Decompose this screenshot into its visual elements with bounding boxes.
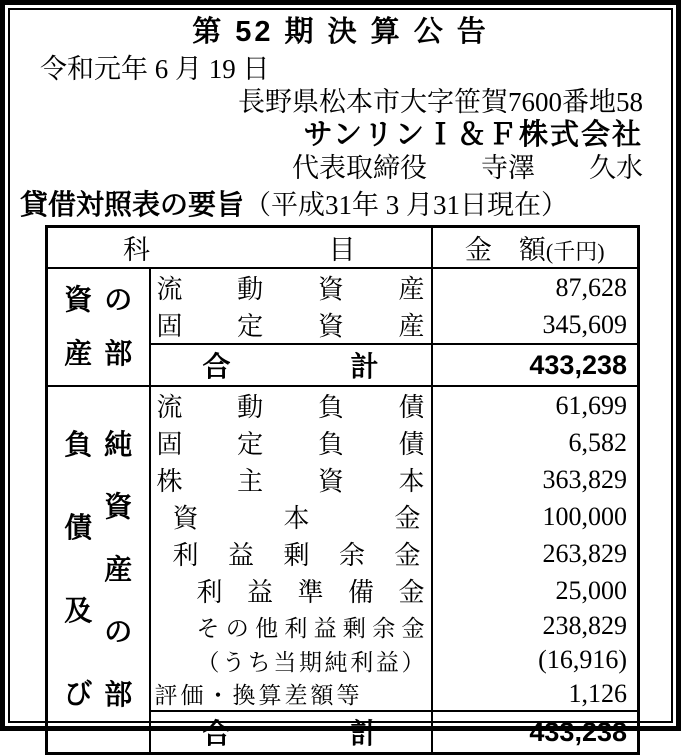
item-name: 評価・換算差額等 bbox=[154, 683, 363, 708]
header-item-cell bbox=[47, 227, 432, 269]
item-name-cell bbox=[150, 535, 432, 572]
balance-sheet-heading bbox=[12, 185, 669, 225]
total-name-cell bbox=[150, 711, 432, 754]
item-name-cell bbox=[150, 461, 432, 498]
balance-sheet-title: 貸借対照表の要旨 bbox=[20, 189, 245, 220]
item-name: （ う ち 当 期 純 利 益 ） bbox=[196, 649, 425, 675]
assets-section-label-cell bbox=[47, 268, 150, 386]
item-amount: 6,582 bbox=[432, 424, 639, 461]
item-name: 固 定 負 債 bbox=[156, 430, 425, 459]
item-name-cell bbox=[150, 572, 432, 609]
amount-label: 金 額 bbox=[464, 235, 546, 265]
liabilities-label-col1: 負 債 及 び bbox=[64, 428, 93, 710]
item-name-cell bbox=[150, 643, 432, 677]
total-name-cell bbox=[150, 344, 432, 386]
company-address: 長野県松本市大字笹賀7600番地58 bbox=[238, 87, 643, 117]
item-name-cell bbox=[150, 498, 432, 535]
total-label: 合 計 bbox=[202, 351, 379, 382]
item-name: 利 益 剰 余 金 bbox=[172, 541, 421, 570]
item-amount: 363,829 bbox=[432, 461, 639, 498]
table-row bbox=[47, 386, 639, 424]
table-row bbox=[47, 268, 639, 306]
item-name: 利 益 準 備 金 bbox=[196, 578, 425, 607]
header-amount-label bbox=[433, 228, 638, 267]
balance-sheet-asof-date: （平成31年 3 月31日現在） bbox=[244, 190, 569, 220]
assets-section-label bbox=[48, 286, 149, 368]
item-amount: 238,829 bbox=[432, 609, 639, 643]
announcement-date: 令和元年 6 月 19 日 bbox=[40, 54, 270, 84]
item-amount: 100,000 bbox=[432, 498, 639, 535]
item-name-cell bbox=[150, 306, 432, 344]
representative-name: 代表取締役 寺澤 久水 bbox=[292, 153, 643, 183]
item-amount: 345,609 bbox=[432, 306, 639, 344]
item-name: 株 主 資 本 bbox=[156, 467, 425, 496]
total-amount: 433,238 bbox=[432, 344, 639, 386]
header-amount-cell bbox=[432, 227, 639, 269]
item-name-cell bbox=[150, 424, 432, 461]
liabilities-section-label bbox=[48, 428, 149, 710]
balance-sheet-table bbox=[45, 225, 640, 755]
amount-unit-label: (千円) bbox=[545, 239, 605, 264]
assets-label-col1: 資 産 bbox=[64, 284, 93, 369]
item-name: 流 動 負 債 bbox=[156, 393, 425, 422]
table-header-row bbox=[47, 227, 639, 269]
item-amount: 1,126 bbox=[432, 677, 639, 711]
item-amount: 61,699 bbox=[432, 386, 639, 424]
item-name-cell bbox=[150, 268, 432, 306]
total-amount: 433,238 bbox=[432, 711, 639, 754]
liabilities-label-col2: 純 資 産 の 部 bbox=[104, 428, 133, 710]
item-name: 流 動 資 産 bbox=[156, 275, 425, 304]
item-name-cell bbox=[150, 386, 432, 424]
item-name-cell bbox=[150, 609, 432, 643]
item-amount: 263,829 bbox=[432, 535, 639, 572]
item-amount: 25,000 bbox=[432, 572, 639, 609]
item-name: そ の 他 利 益 剰 余 金 bbox=[196, 615, 425, 641]
liabilities-section-label-cell bbox=[47, 386, 150, 754]
item-amount: (16,916) bbox=[432, 643, 639, 677]
company-name: サンリンＩ＆Ｆ株式会社 bbox=[303, 119, 643, 151]
item-name: 固 定 資 産 bbox=[156, 312, 425, 341]
item-amount: 87,628 bbox=[432, 268, 639, 306]
item-name-cell bbox=[150, 677, 432, 711]
total-label: 合 計 bbox=[202, 718, 379, 749]
header-item-label: 科 目 bbox=[123, 235, 356, 265]
fiscal-period-title: 第 52 期 決 算 公 告 bbox=[192, 16, 489, 48]
item-name: 資 本 金 bbox=[172, 504, 421, 533]
assets-label-col2: の 部 bbox=[104, 284, 133, 369]
announcement-document bbox=[12, 12, 669, 755]
